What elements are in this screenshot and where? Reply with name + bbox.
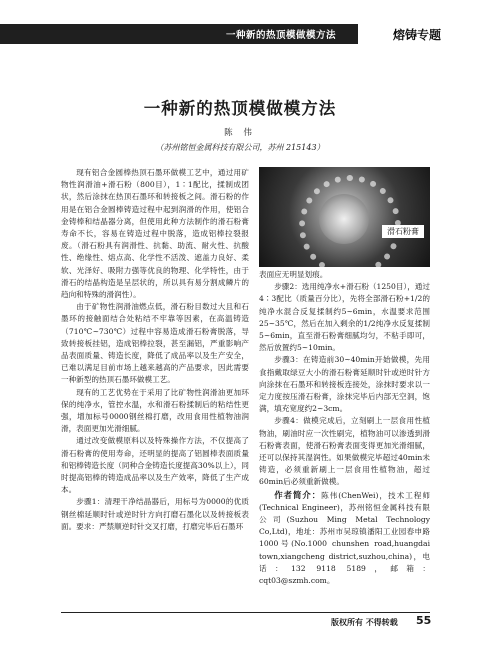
page-number: 55 bbox=[416, 614, 432, 627]
article-author: 陈 伟 bbox=[224, 128, 256, 138]
footer-rule bbox=[61, 612, 430, 613]
article-title: 一种新的热顶模做模方法 bbox=[143, 99, 337, 118]
right-column bbox=[259, 269, 430, 587]
photo-label: 滑石粉膏 bbox=[382, 225, 424, 238]
paragraph: 步骤2：选用纯净水+滑石粉（1250目），通过4∶3配比（质量百分比），先将全部滑石粉+1/2的纯净水混合反复揉制约5~6min，水温要求范围25~35℃，然后在加入剩余的1/2纯净水反复揉制5~6min，直至滑石粉膏细腻均匀，不粘手即可，然后放置约5~10min。 bbox=[259, 282, 430, 353]
header-section: 熔铸专题 bbox=[393, 28, 442, 42]
paragraph: 表面应无明显划痕。 bbox=[259, 270, 328, 279]
header-title: 一种新的热顶模做模方法 bbox=[226, 30, 337, 41]
paragraph: 现有的工艺优势在于采用了比矿物性润滑油更加环保的纯净水，管控水温，水和滑石粉揉制后的粘结性更强，增加标号0000钢丝棉打磨，改用食用性植物油润滑，表面更加光滑细腻。 bbox=[61, 387, 249, 434]
paragraph: 步骤4：做模完成后，立刻刷上一层食用性植物油，刷油时应一次性刷完，植物油可以渗透到滑石粉膏表面，使滑石粉膏表面变得更加光滑细腻，还可以保持其湿润性。如果做模完毕超过40min未铸造，必须重新刷上一层食用性植物油，超过60min后必须重新做模。 bbox=[259, 416, 430, 487]
paragraph: 由于矿物性润滑油燃点低，滑石粉目数过大且和石墨环的接触面结合处粘结不牢靠等因素，在高温铸造（710℃~730℃）过程中容易造成滑石粉膏脱落，导致转接板挂铝，造成铝棒拉裂，甚至漏铝，严重影响产品表面质量、铸造长度，降低了成品率以及生产安全，已难以满足目前市场上越来越高的产品要求，因此需要一种新型的热顶石墨环做模工艺。 bbox=[61, 302, 249, 385]
paragraph: 通过改变做模原料以及特殊操作方法，不仅提高了滑石粉膏的使用寿命，还明显的提高了铝圆棒表面质量和铝棒铸造长度（同种合金铸造长度提高30%以上），同时提高铝棒的铸造成品率以及生产效率，降低了生产成本。 bbox=[61, 436, 249, 495]
left-column bbox=[61, 167, 249, 533]
mold-photo bbox=[259, 167, 430, 267]
article-affiliation: （苏州铭恒金属科技有限公司，苏州 215143） bbox=[155, 143, 325, 152]
footer-copyright: 版权所有 不得转载 bbox=[331, 618, 398, 627]
author-bio bbox=[259, 489, 430, 588]
author-bio-label: 作者简介： bbox=[274, 489, 322, 500]
mold-center bbox=[319, 194, 369, 244]
paragraph: 现有铝合金圆棒热顶石墨环做模工艺中，通过用矿物性润滑油+滑石粉（800目），1∶1配比，揉制成团状，然后涂抹在热顶石墨环和转接板之间。滑石粉的作用是在铝合金圆棒铸造过程中起到润滑的作用，使铝合金铸棒和结晶器分离，但使用此种方法制作的滑石粉膏寿命不长，容易在铸造过程中脱落，造成铝棒拉裂报废。（滑石粉具有润滑性、抗黏、助流、耐火性、抗酸性、绝缘性、熔点高、化学性不活泼、遮盖力良好、柔软、光泽好、吸附力强等优良的物理、化学特性，由于滑石的结晶构造是呈层状的，所以具有易分割成鳞片的趋向和特殊的滑润性）。 bbox=[61, 168, 249, 300]
paragraph: 步骤1：清理干净结晶器后，用标号为0000的优质钢丝棉延顺时针或逆时针方向打磨石墨化以及转接板表面。要求：严禁顺逆时针交叉打磨，打磨完毕后石墨环 bbox=[61, 497, 249, 531]
paragraph: 步骤3：在铸造前30~40min开始做模，先用食指戴取绿豆大小的滑石粉膏延顺时针或逆时针方向涂抹在石墨环和转接板连接处，涂抹时要求以一定力度按压滑石粉膏，涂抹完毕后内部无空洞，饱满，填充宽度约2~3cm。 bbox=[259, 355, 430, 414]
running-header bbox=[0, 24, 480, 44]
author-bio-text: 陈伟(ChenWei)，技术工程师(Technical Engineer)，苏州铭恒金属科技有限公司(Suzhou Ming Metal Technology Co,Ltd)，地址：苏州市吴琼镇潘阳工业园春申路1000号(No.1000 chunshen road,huangdai town,xiangcheng district,suzhou,china)，电话：132 9118 5189，邮箱：cqt03@szmh.com。 bbox=[259, 490, 431, 586]
